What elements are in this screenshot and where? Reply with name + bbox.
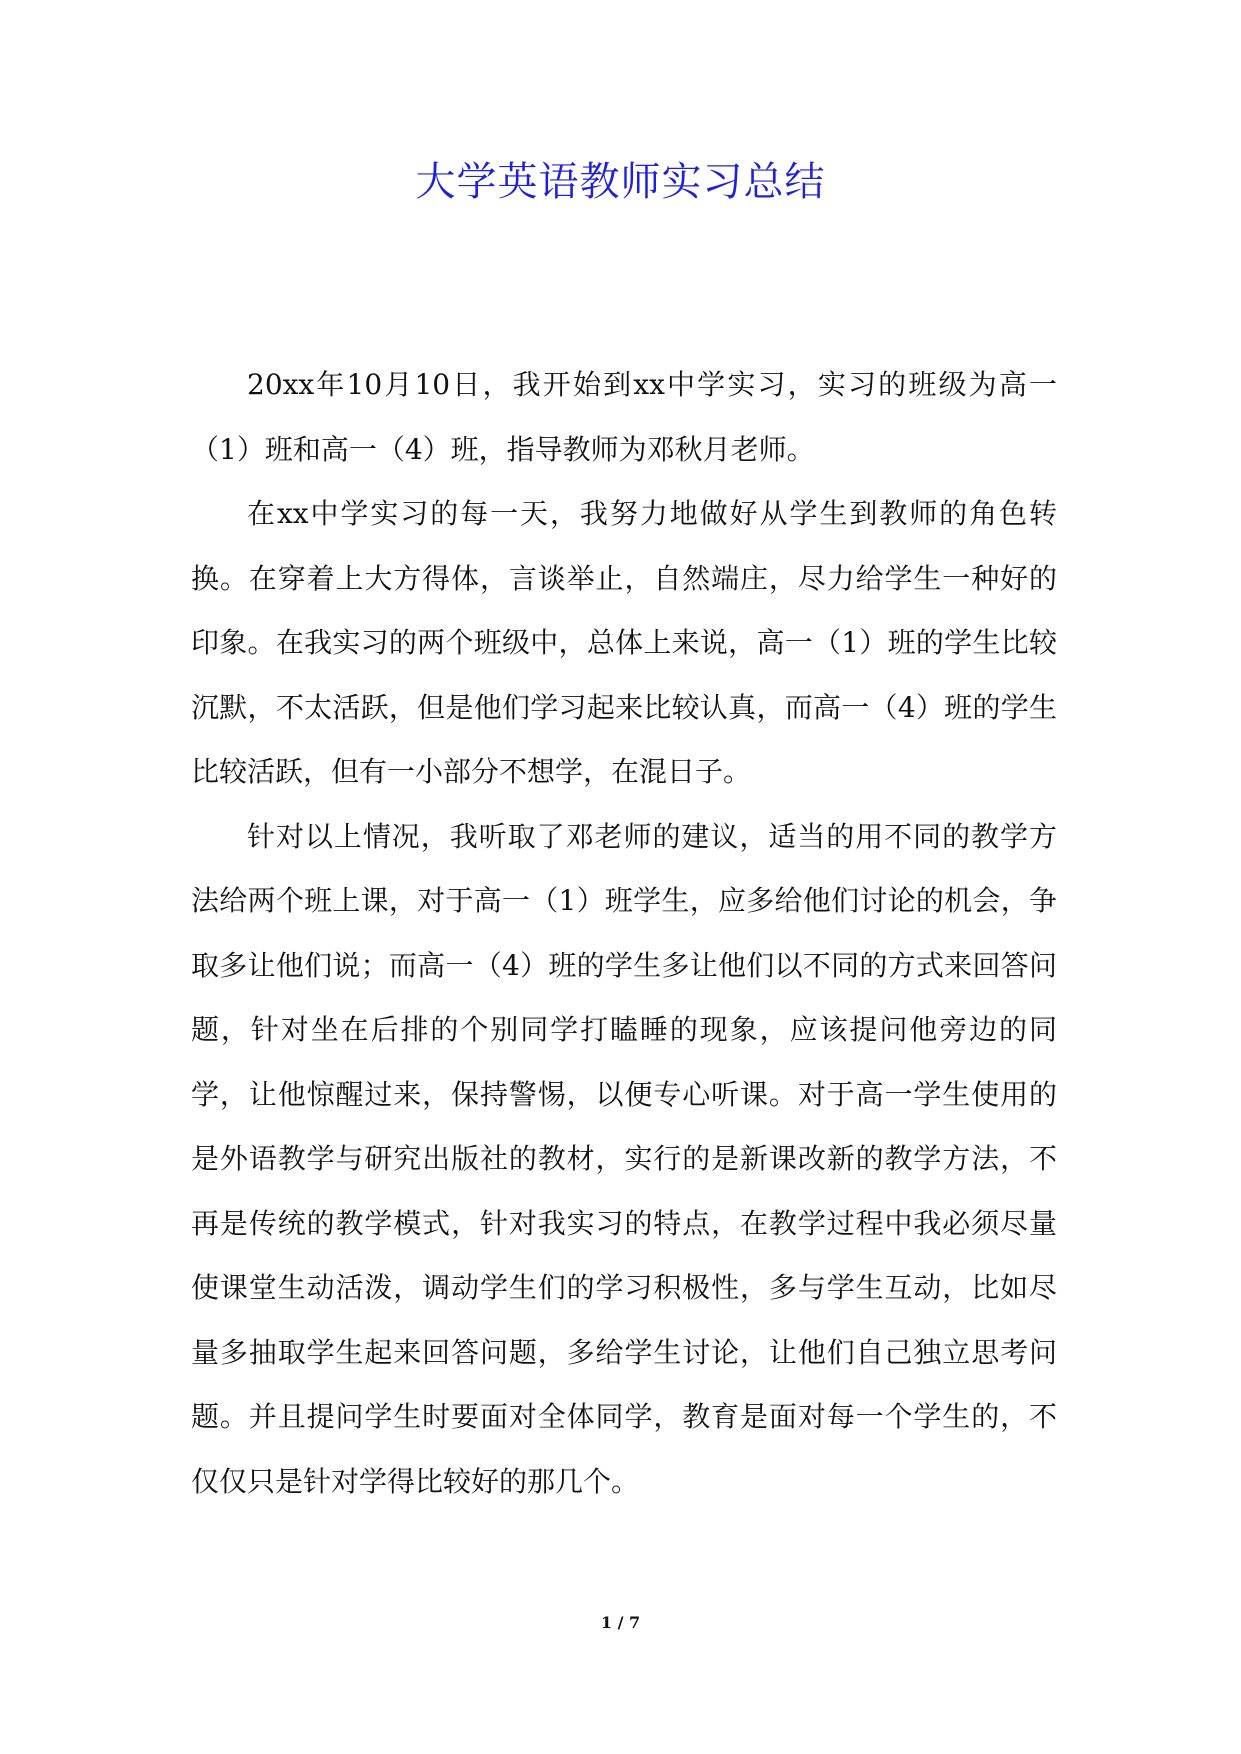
- paragraph-2: 在xx中学实习的每一天，我努力地做好从学生到教师的角色转换。在穿着上大方得体，言谈举止，自然端庄，尽力给学生一种好的印象。在我实习的两个班级中，总体上来说，高一（1）班的学生比较沉默，不太活跃，但是他们学习起来比较认真，而高一（4）班的学生比较活跃，但有一小部分不想学，在混日子。: [191, 497, 1057, 788]
- paragraph-1: 20xx年10月10日，我开始到xx中学实习，实习的班级为高一（1）班和高一（4）班，指导教师为邓秋月老师。: [191, 368, 1057, 466]
- paragraph-3: 针对以上情况，我听取了邓老师的建议，适当的用不同的教学方法给两个班上课，对于高一（1）班学生，应多给他们讨论的机会，争取多让他们说；而高一（4）班的学生多让他们以不同的方式来回答问题，针对坐在后排的个别同学打瞌睡的现象，应该提问他旁边的同学，让他惊醒过来，保持警惕，以便专心听课。对于高一学生使用的是外语教学与研究出版社的教材，实行的是新课改新的教学方法，不再是传统的教学模式，针对我实习的特点，在教学过程中我必须尽量使课堂生动活泼，调动学生们的学习积极性，多与学生互动，比如尽量多抽取学生起来回答问题，多给学生讨论，让他们自己独立思考问题。并且提问学生时要面对全体同学，教育是面对每一个学生的，不仅仅只是针对学得比较好的那几个。: [191, 819, 1057, 1498]
- page-number: 1 / 7: [600, 1613, 641, 1632]
- document-title: 大学英语教师实习总结: [415, 159, 826, 205]
- document-body: [191, 353, 1057, 1514]
